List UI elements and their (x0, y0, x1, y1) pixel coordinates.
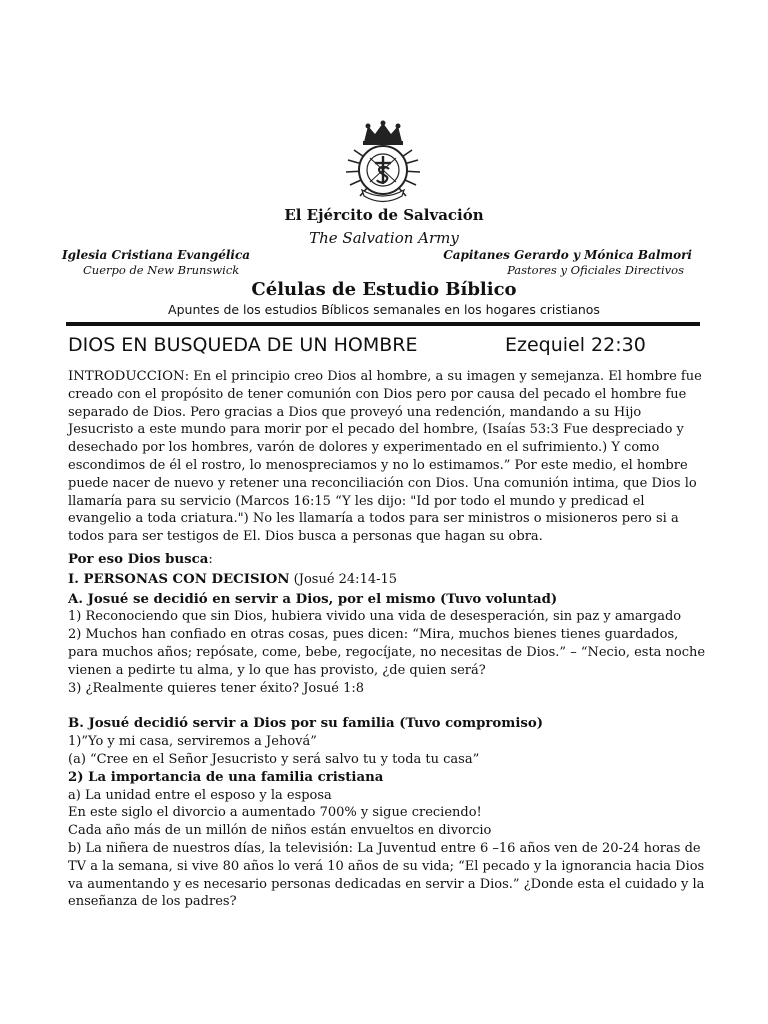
series-title: Células de Estudio Bíblico (251, 279, 517, 300)
series-subtitle: Apuntes de los estudios Bíblicos semanales en los hogares cristianos (168, 302, 600, 317)
org-name: El Ejército de Salvación (284, 206, 484, 224)
por-eso-colon: : (208, 551, 213, 567)
por-eso-line (68, 551, 708, 569)
list-item: 3) ¿Realmente quieres tener éxito? Josué 1:8 (68, 680, 365, 696)
officers-role: Pastores y Oficiales Directivos (507, 263, 684, 277)
document-body (68, 368, 708, 911)
intro-label: INTRODUCCION (68, 369, 185, 384)
family-importance-heading: 2) La importancia de una familia cristiana (68, 769, 384, 785)
list-item: Cada año más de un millón de niños están envueltos en divorcio (68, 823, 492, 839)
section1-ref: (Josué 24:14-15 (289, 571, 398, 587)
corps-name: Cuerpo de New Brunswick (83, 263, 240, 277)
list-item: a) La unidad entre el esposo y la esposa (68, 787, 332, 803)
officers-names: Capitanes Gerardo y Mónica Balmori (443, 248, 692, 262)
list-item: (a) “Cree en el Señor Jesucristo y será salvo tu y toda tu casa” (68, 751, 480, 767)
list-item: 1) Reconociendo que sin Dios, hubiera vivido una vida de desesperación, sin paz y amargado (68, 609, 682, 625)
section1-heading: I. PERSONAS CON DECISION (68, 571, 290, 587)
study-verse: Ezequiel 22:30 (505, 334, 646, 356)
section1-heading-line (68, 571, 708, 589)
intro-text: : En el principio creo Dios al hombre, a su imagen y semejanza. El hombre fue creado con el propósito de tener comunión con Dios pero por causa del pecado el hombre fue separado de Dios. Pero gracias a Dios que proveyó una redención, mandando a su Hijo Jesucristo a este mundo para morir por el pecado del hombre, (Isaías 53:3 Fue despreciado y desechado por los hombres, varón de dolores y experimentado en el sufrimiento.) Y como escondimos de él el rostro, lo menospreciamos y no lo estimamos.” Por este medio, el hombre puede nacer de nuevo y retener una reconciliación con Dios. Una comunión intima, que Dios lo llamaría para su servicio (Marcos 16:15 “Y les dijo: "Id por todo el mundo y predicad el evangelio a toda criatura.") No les llamaría a todos para ser ministros o misioneros pero si a todos para ser testigos de El. Dios busca a personas que hagan su obra. (68, 369, 702, 545)
list-item: b) La niñera de nuestros días, la televisión: La Juventud entre 6 –16 años ven de 20-24 horas de TV a la semana, si vive 80 años lo verá 10 años de su vida; “El pecado y la ignorancia hacia Dios va aumentando y es necesario personas dedicadas en servir a Dios.” ¿Donde esta el cuidado y la enseñanza de los padres? (68, 840, 705, 910)
section-b-heading: B. Josué decidió servir a Dios por su familia (Tuvo compromiso) (68, 716, 544, 732)
list-item: En este siglo el divorcio a aumentado 700% y sigue creciendo! (68, 805, 482, 821)
list-item: 1)”Yo y mi casa, serviremos a Jehová” (68, 734, 317, 750)
section1-sub-a: A. Josué se decidió en servir a Dios, por el mismo (Tuvo voluntad) (68, 591, 558, 607)
church-name: Iglesia Cristiana Evangélica (62, 248, 251, 262)
intro-paragraph (68, 368, 708, 546)
list-item: 2) Muchos han confiado en otras cosas, pues dicen: “Mira, muchos bienes tienes guardados, para muchos años; repósate, come, bebe, regocíjate, no necesitas de Dios.” – “Necio, esta noche vienen a pedirte tu alma, y lo que has provisto, ¿de quien será? (68, 627, 706, 678)
salvation-army-crest-logo (342, 120, 424, 204)
study-topic: DIOS EN BUSQUEDA DE UN HOMBRE (68, 334, 418, 356)
por-eso-label: Por eso Dios busca (68, 551, 209, 567)
header-divider (66, 322, 700, 326)
org-name-english: The Salvation Army (309, 229, 459, 247)
